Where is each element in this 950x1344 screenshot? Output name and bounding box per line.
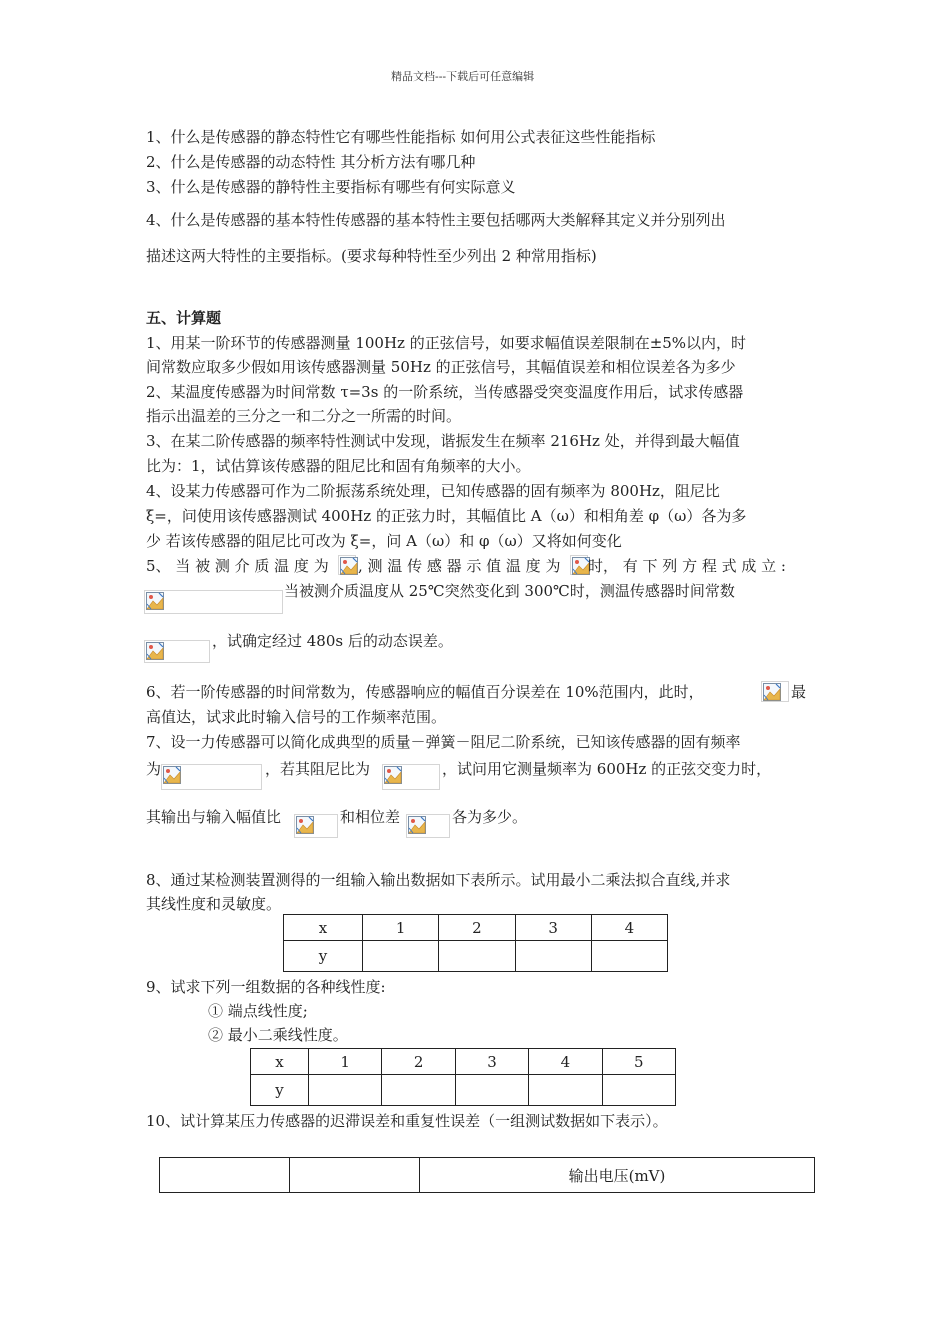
table-cell: 3	[455, 1049, 528, 1075]
formula-image	[294, 814, 338, 838]
broken-image-icon	[146, 592, 164, 610]
table-cell	[290, 1158, 420, 1193]
table-cell: 1	[363, 915, 439, 941]
calc-8-line-2: 其线性度和灵敏度。	[146, 895, 282, 913]
formula-image	[761, 681, 789, 702]
calc-1-line-1: 1、用某一阶环节的传感器测量 100Hz 的正弦信号，如要求幅值误差限制在±5%以内，时	[146, 334, 747, 352]
broken-image-icon	[408, 816, 426, 834]
calc-9-option-1: ① 端点线性度;	[208, 1002, 308, 1020]
calc-6-part-a: 6、若一阶传感器的时间常数为，传感器响应的幅值百分误差在 10%范围内，此时，	[146, 683, 704, 701]
calc-8-line-1: 8、通过某检测装置测得的一组输入输出数据如下表所示。试用最小二乘法拟合直线,并求	[146, 871, 731, 889]
calc-5-part-e: ，试确定经过 480s 后的动态误差。	[212, 632, 453, 650]
table-cell	[529, 1075, 602, 1106]
table-cell: 3	[515, 915, 591, 941]
formula-image	[406, 814, 450, 838]
formula-image	[570, 555, 588, 575]
calc-7-part-c: ，试问用它测量频率为 600Hz 的正弦交变力时，	[442, 760, 772, 778]
calc-3-line-2: 比为：1，试估算该传感器的阻尼比和固有角频率的大小。	[146, 457, 531, 475]
calc-6-part-c: 高值达，试求此时输入信号的工作频率范围。	[146, 708, 447, 726]
table-cell	[515, 941, 591, 972]
table-cell	[363, 941, 439, 972]
calc-5-part-c: 时， 有 下 列 方 程 式 成 立 :	[588, 557, 786, 575]
calc-7-part-e: 和相位差	[340, 808, 401, 826]
table-cell: 5	[602, 1049, 675, 1075]
broken-image-icon	[340, 557, 358, 575]
calc-7-part-f: 各为多少。	[452, 808, 528, 826]
table-cell	[309, 1075, 382, 1106]
formula-image	[144, 590, 283, 614]
table-cell: 2	[382, 1049, 455, 1075]
table-header-y: y	[251, 1075, 309, 1106]
calc-7-line-1: 7、设一力传感器可以简化成典型的质量－弹簧－阻尼二阶系统，已知该传感器的固有频率	[146, 733, 741, 751]
question-4-line-1: 4、什么是传感器的基本特性传感器的基本特性主要包括哪两大类解释其定义并分别列出	[146, 211, 726, 229]
data-table-8	[283, 914, 668, 972]
page-header: 精品文档---下载后可任意编辑	[391, 70, 535, 83]
formula-image	[382, 764, 440, 790]
calc-5-part-a: 5、 当 被 测 介 质 温 度 为	[146, 557, 329, 575]
calc-3-line-1: 3、在某二阶传感器的频率特性测试中发现，谐振发生在频率 216Hz 处，并得到最大幅值	[146, 432, 740, 450]
table-header-x: x	[284, 915, 363, 941]
calc-6-part-b: 最	[791, 683, 807, 701]
calc-10: 10、试计算某压力传感器的迟滞误差和重复性误差（一组测试数据如下表示）。	[146, 1112, 668, 1130]
data-table-10	[159, 1157, 815, 1193]
table-header-y: y	[284, 941, 363, 972]
calc-2-line-1: 2、某温度传感器为时间常数 τ=3s 的一阶系统，当传感器受突变温度作用后，试求传感器	[146, 383, 744, 401]
formula-image	[161, 764, 262, 790]
table-cell	[455, 1075, 528, 1106]
calc-7-part-b: ，若其阻尼比为	[265, 760, 371, 778]
broken-image-icon	[384, 766, 402, 784]
table-cell	[602, 1075, 675, 1106]
question-2: 2、什么是传感器的动态特性 其分析方法有哪几种	[146, 153, 476, 171]
calc-4-line-1: 4、设某力传感器可作为二阶振荡系统处理，已知传感器的固有频率为 800Hz，阻尼比	[146, 482, 720, 500]
broken-image-icon	[763, 683, 781, 701]
formula-image	[338, 555, 356, 575]
table-cell: 1	[309, 1049, 382, 1075]
formula-image	[144, 640, 210, 663]
calc-5-part-b: , 测 温 传 感 器 示 值 温 度 为	[358, 557, 561, 575]
data-table-9	[250, 1048, 676, 1106]
calc-9-line-1: 9、试求下列一组数据的各种线性度:	[146, 978, 386, 996]
calc-1-line-2: 间常数应取多少假如用该传感器测量 50Hz 的正弦信号，其幅值误差和相位误差各为多少	[146, 358, 736, 376]
table-cell	[160, 1158, 290, 1193]
table-header-output-voltage: 输出电压(mV)	[420, 1158, 815, 1193]
section-title: 五、计算题	[146, 309, 222, 327]
table-cell	[439, 941, 515, 972]
calc-9-option-2: ② 最小二乘线性度。	[208, 1026, 348, 1044]
calc-4-line-2: ξ=，问使用该传感器测试 400Hz 的正弦力时，其幅值比 A（ω）和相角差 φ（ω）各为多	[146, 507, 747, 525]
table-cell: 2	[439, 915, 515, 941]
calc-7-part-d: 其输出与输入幅值比	[146, 808, 282, 826]
calc-7-part-a: 为	[146, 760, 162, 778]
question-1: 1、什么是传感器的静态特性它有哪些性能指标 如何用公式表征这些性能指标	[146, 128, 656, 146]
calc-5-part-d: 当被测介质温度从 25℃突然变化到 300℃时，测温传感器时间常数	[284, 582, 735, 600]
broken-image-icon	[163, 766, 181, 784]
table-header-x: x	[251, 1049, 309, 1075]
table-cell: 4	[529, 1049, 602, 1075]
calc-2-line-2: 指示出温差的三分之一和二分之一所需的时间。	[146, 407, 462, 425]
table-cell	[591, 941, 667, 972]
table-cell	[382, 1075, 455, 1106]
question-4-line-2: 描述这两大特性的主要指标。(要求每种特性至少列出 2 种常用指标)	[146, 247, 597, 265]
broken-image-icon	[296, 816, 314, 834]
calc-4-line-3: 少 若该传感器的阻尼比可改为 ξ=，问 A（ω）和 φ（ω）又将如何变化	[146, 532, 622, 550]
question-3: 3、什么是传感器的静特性主要指标有哪些有何实际意义	[146, 178, 516, 196]
broken-image-icon	[146, 642, 164, 660]
table-cell: 4	[591, 915, 667, 941]
